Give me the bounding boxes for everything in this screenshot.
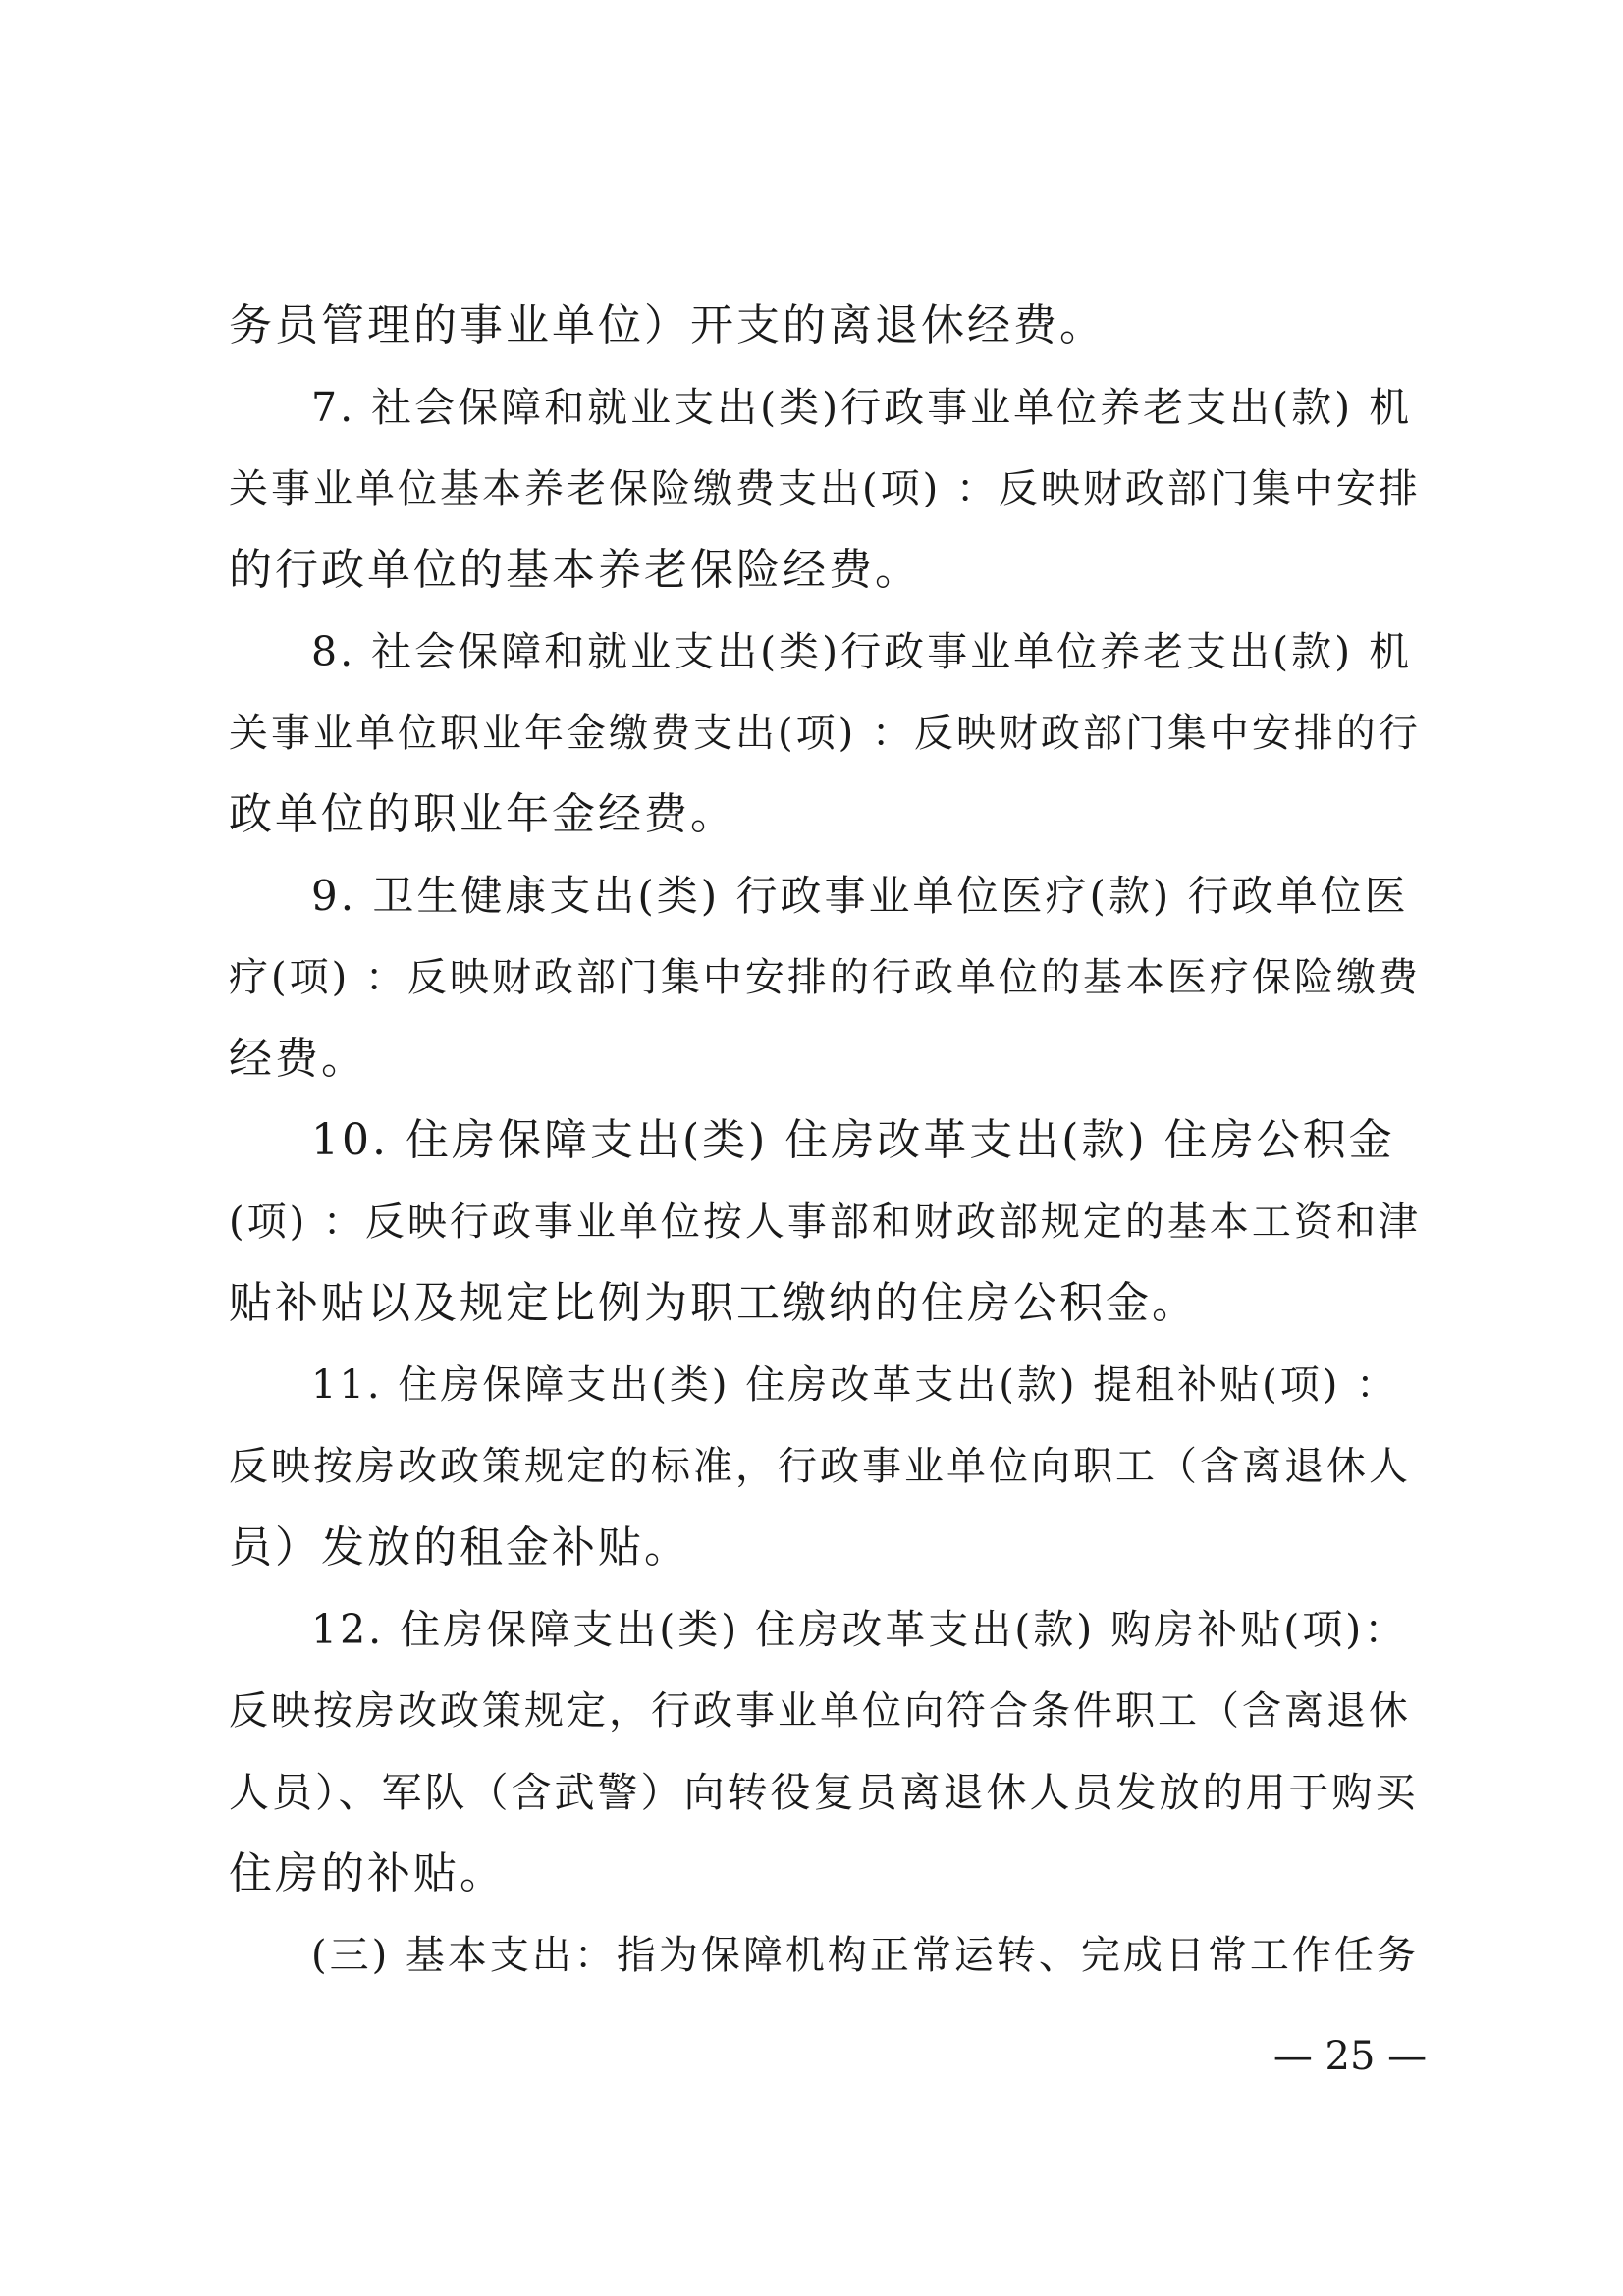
page-number: — 25 — [1272,2034,1428,2079]
text-line: 经费。 [229,1034,367,1084]
text-line: 反映按房改政策规定，行政事业单位向符合条件职工（含离退休 [229,1688,1411,1734]
text-line: 疗(项) ：反映财政部门集中安排的行政单位的基本医疗保险缴费 [229,955,1421,1000]
text-line: 7. 社会保障和就业支出(类)行政事业单位养老支出(款) 机 [311,384,1413,431]
text-line: 的行政单位的基本养老保险经费。 [229,545,921,595]
text-line: (三) 基本支出：指为保障机构正常运转、完成日常工作任务 [311,1933,1419,1978]
text-line: 政单位的职业年金经费。 [229,789,736,839]
text-line: 关事业单位职业年金缴费支出(项) ：反映财政部门集中安排的行 [229,711,1421,756]
text-line: 8. 社会保障和就业支出(类)行政事业单位养老支出(款) 机 [311,628,1413,675]
text-line: 贴补贴以及规定比例为职工缴纳的住房公积金。 [229,1278,1198,1328]
text-line: 11. 住房保障支出(类) 住房改革支出(款) 提租补贴(项) ： [311,1362,1399,1408]
text-line: 10. 住房保障支出(类) 住房改革支出(款) 住房公积金 [311,1115,1395,1165]
text-line: 反映按房改政策规定的标准，行政事业单位向职工（含离退休人 [229,1444,1411,1489]
text-line: 关事业单位基本养老保险缴费支出(项) ：反映财政部门集中安排 [229,466,1421,511]
text-line: 住房的补贴。 [229,1848,506,1898]
text-line: 员）发放的租金补贴。 [229,1522,690,1573]
text-line: (项) ：反映行政事业单位按人事部和财政部规定的基本工资和津 [229,1200,1421,1245]
text-line: 9. 卫生健康支出(类) 行政事业单位医疗(款) 行政单位医 [311,872,1409,920]
text-line: 务员管理的事业单位）开支的离退休经费。 [229,300,1106,350]
text-line: 人员）、军队（含武警）向转役复员离退休人员发放的用于购买 [229,1769,1419,1816]
text-line: 12. 住房保障支出(类) 住房改革支出(款) 购房补贴(项)： [311,1606,1408,1653]
